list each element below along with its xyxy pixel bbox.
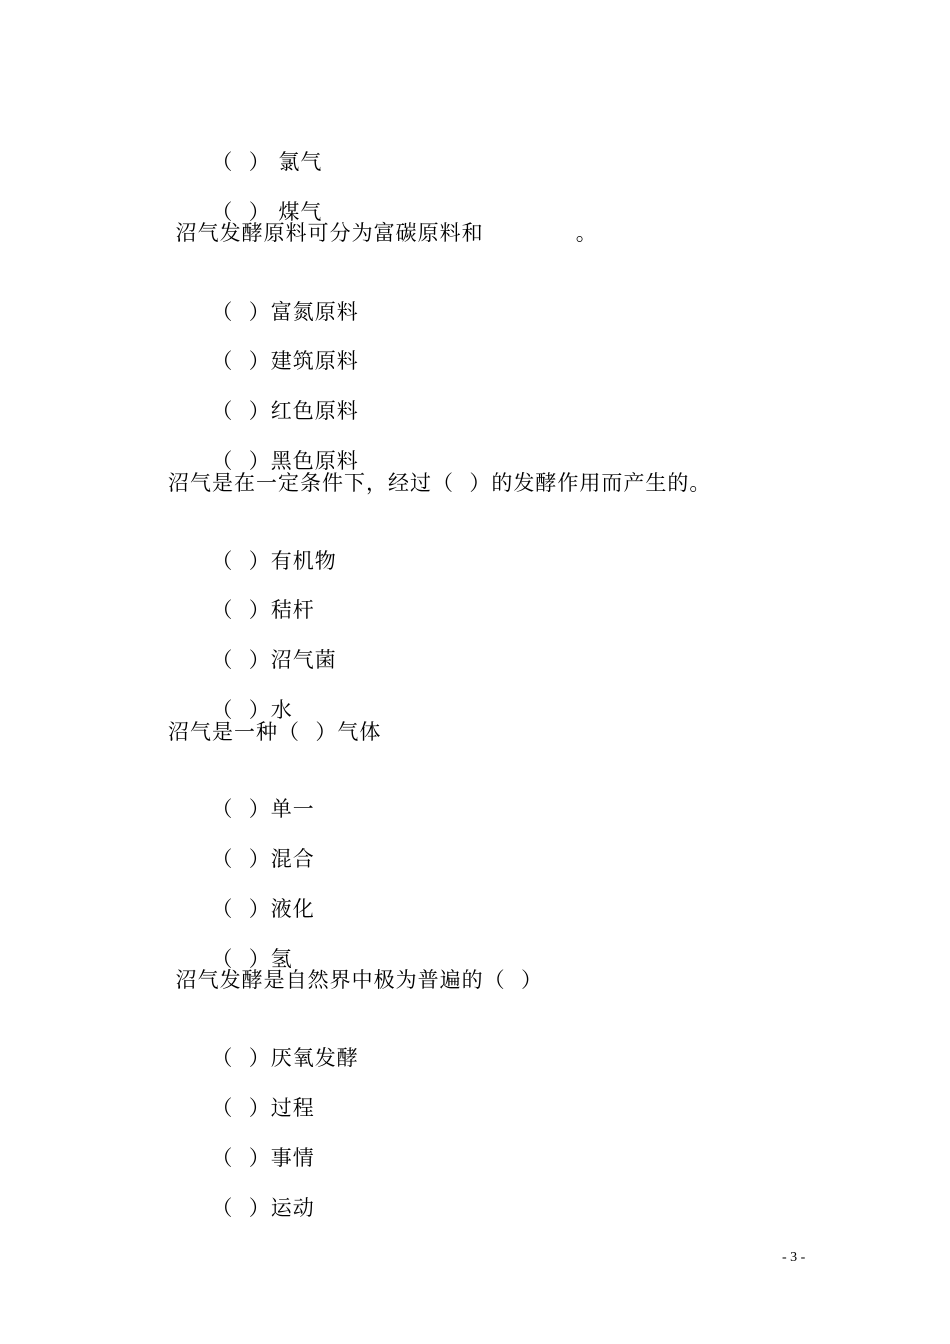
option-label: 建筑原料 — [270, 349, 359, 373]
option-label: 有机物 — [270, 549, 337, 573]
option-label: 厌氧发酵 — [270, 1046, 359, 1070]
option-item — [196, 618, 337, 674]
option-item — [196, 319, 359, 375]
option-label: 液化 — [270, 897, 315, 921]
answer-blank: （ ） — [211, 847, 271, 871]
answer-blank: （ ） — [211, 150, 271, 174]
answer-blank: （ ） — [211, 449, 271, 473]
option-item — [196, 867, 315, 923]
option-label: 过程 — [270, 1096, 315, 1120]
answer-blank: （ ） — [211, 399, 271, 423]
option-label: 氢 — [270, 947, 293, 971]
answer-blank: （ ） — [211, 1146, 271, 1170]
option-label: 煤气 — [270, 200, 323, 224]
option-item — [196, 1016, 359, 1072]
option-item — [196, 817, 315, 873]
answer-blank: （ ） — [211, 1046, 271, 1070]
option-item — [196, 1066, 315, 1122]
option-item — [196, 568, 315, 624]
answer-blank: （ ） — [211, 349, 271, 373]
question-text: 沼气发酵是自然界中极为普遍的（ ） — [168, 968, 544, 992]
option-item — [196, 917, 293, 973]
answer-blank: （ ） — [211, 897, 271, 921]
answer-blank: （ ） — [211, 300, 271, 324]
option-item — [196, 519, 337, 575]
option-item — [196, 1116, 315, 1172]
option-item — [196, 170, 322, 226]
option-item — [196, 767, 315, 823]
option-label: 运动 — [270, 1196, 315, 1220]
option-item — [196, 668, 293, 724]
option-label: 氯气 — [270, 150, 323, 174]
question-text: 沼气是在一定条件下，经过（ ）的发酵作用而产生的。 — [168, 471, 712, 495]
option-item — [196, 1166, 315, 1222]
option-label: 红色原料 — [270, 399, 359, 423]
option-label: 黑色原料 — [270, 449, 359, 473]
option-label: 沼气菌 — [270, 648, 337, 672]
question-text: 沼气发酵原料可分为富碳原料和 。 — [168, 221, 598, 245]
option-item — [196, 369, 359, 425]
option-label: 事情 — [270, 1146, 315, 1170]
answer-blank: （ ） — [211, 598, 271, 622]
answer-blank: （ ） — [211, 200, 271, 224]
option-label: 富氮原料 — [270, 300, 359, 324]
option-item — [196, 419, 359, 475]
option-label: 水 — [270, 698, 293, 722]
option-item — [196, 120, 322, 176]
answer-blank: （ ） — [211, 947, 271, 971]
answer-blank: （ ） — [211, 549, 271, 573]
answer-blank: （ ） — [211, 797, 271, 821]
question-text: 沼气是一种（ ）气体 — [168, 720, 382, 744]
option-label: 混合 — [270, 847, 315, 871]
answer-blank: （ ） — [211, 648, 271, 672]
answer-blank: （ ） — [211, 1096, 271, 1120]
page-number: - 3 - — [782, 1250, 806, 1265]
option-label: 单一 — [270, 797, 315, 821]
answer-blank: （ ） — [211, 1196, 271, 1220]
answer-blank: （ ） — [211, 698, 271, 722]
option-label: 秸杆 — [270, 598, 315, 622]
option-item — [196, 270, 359, 326]
